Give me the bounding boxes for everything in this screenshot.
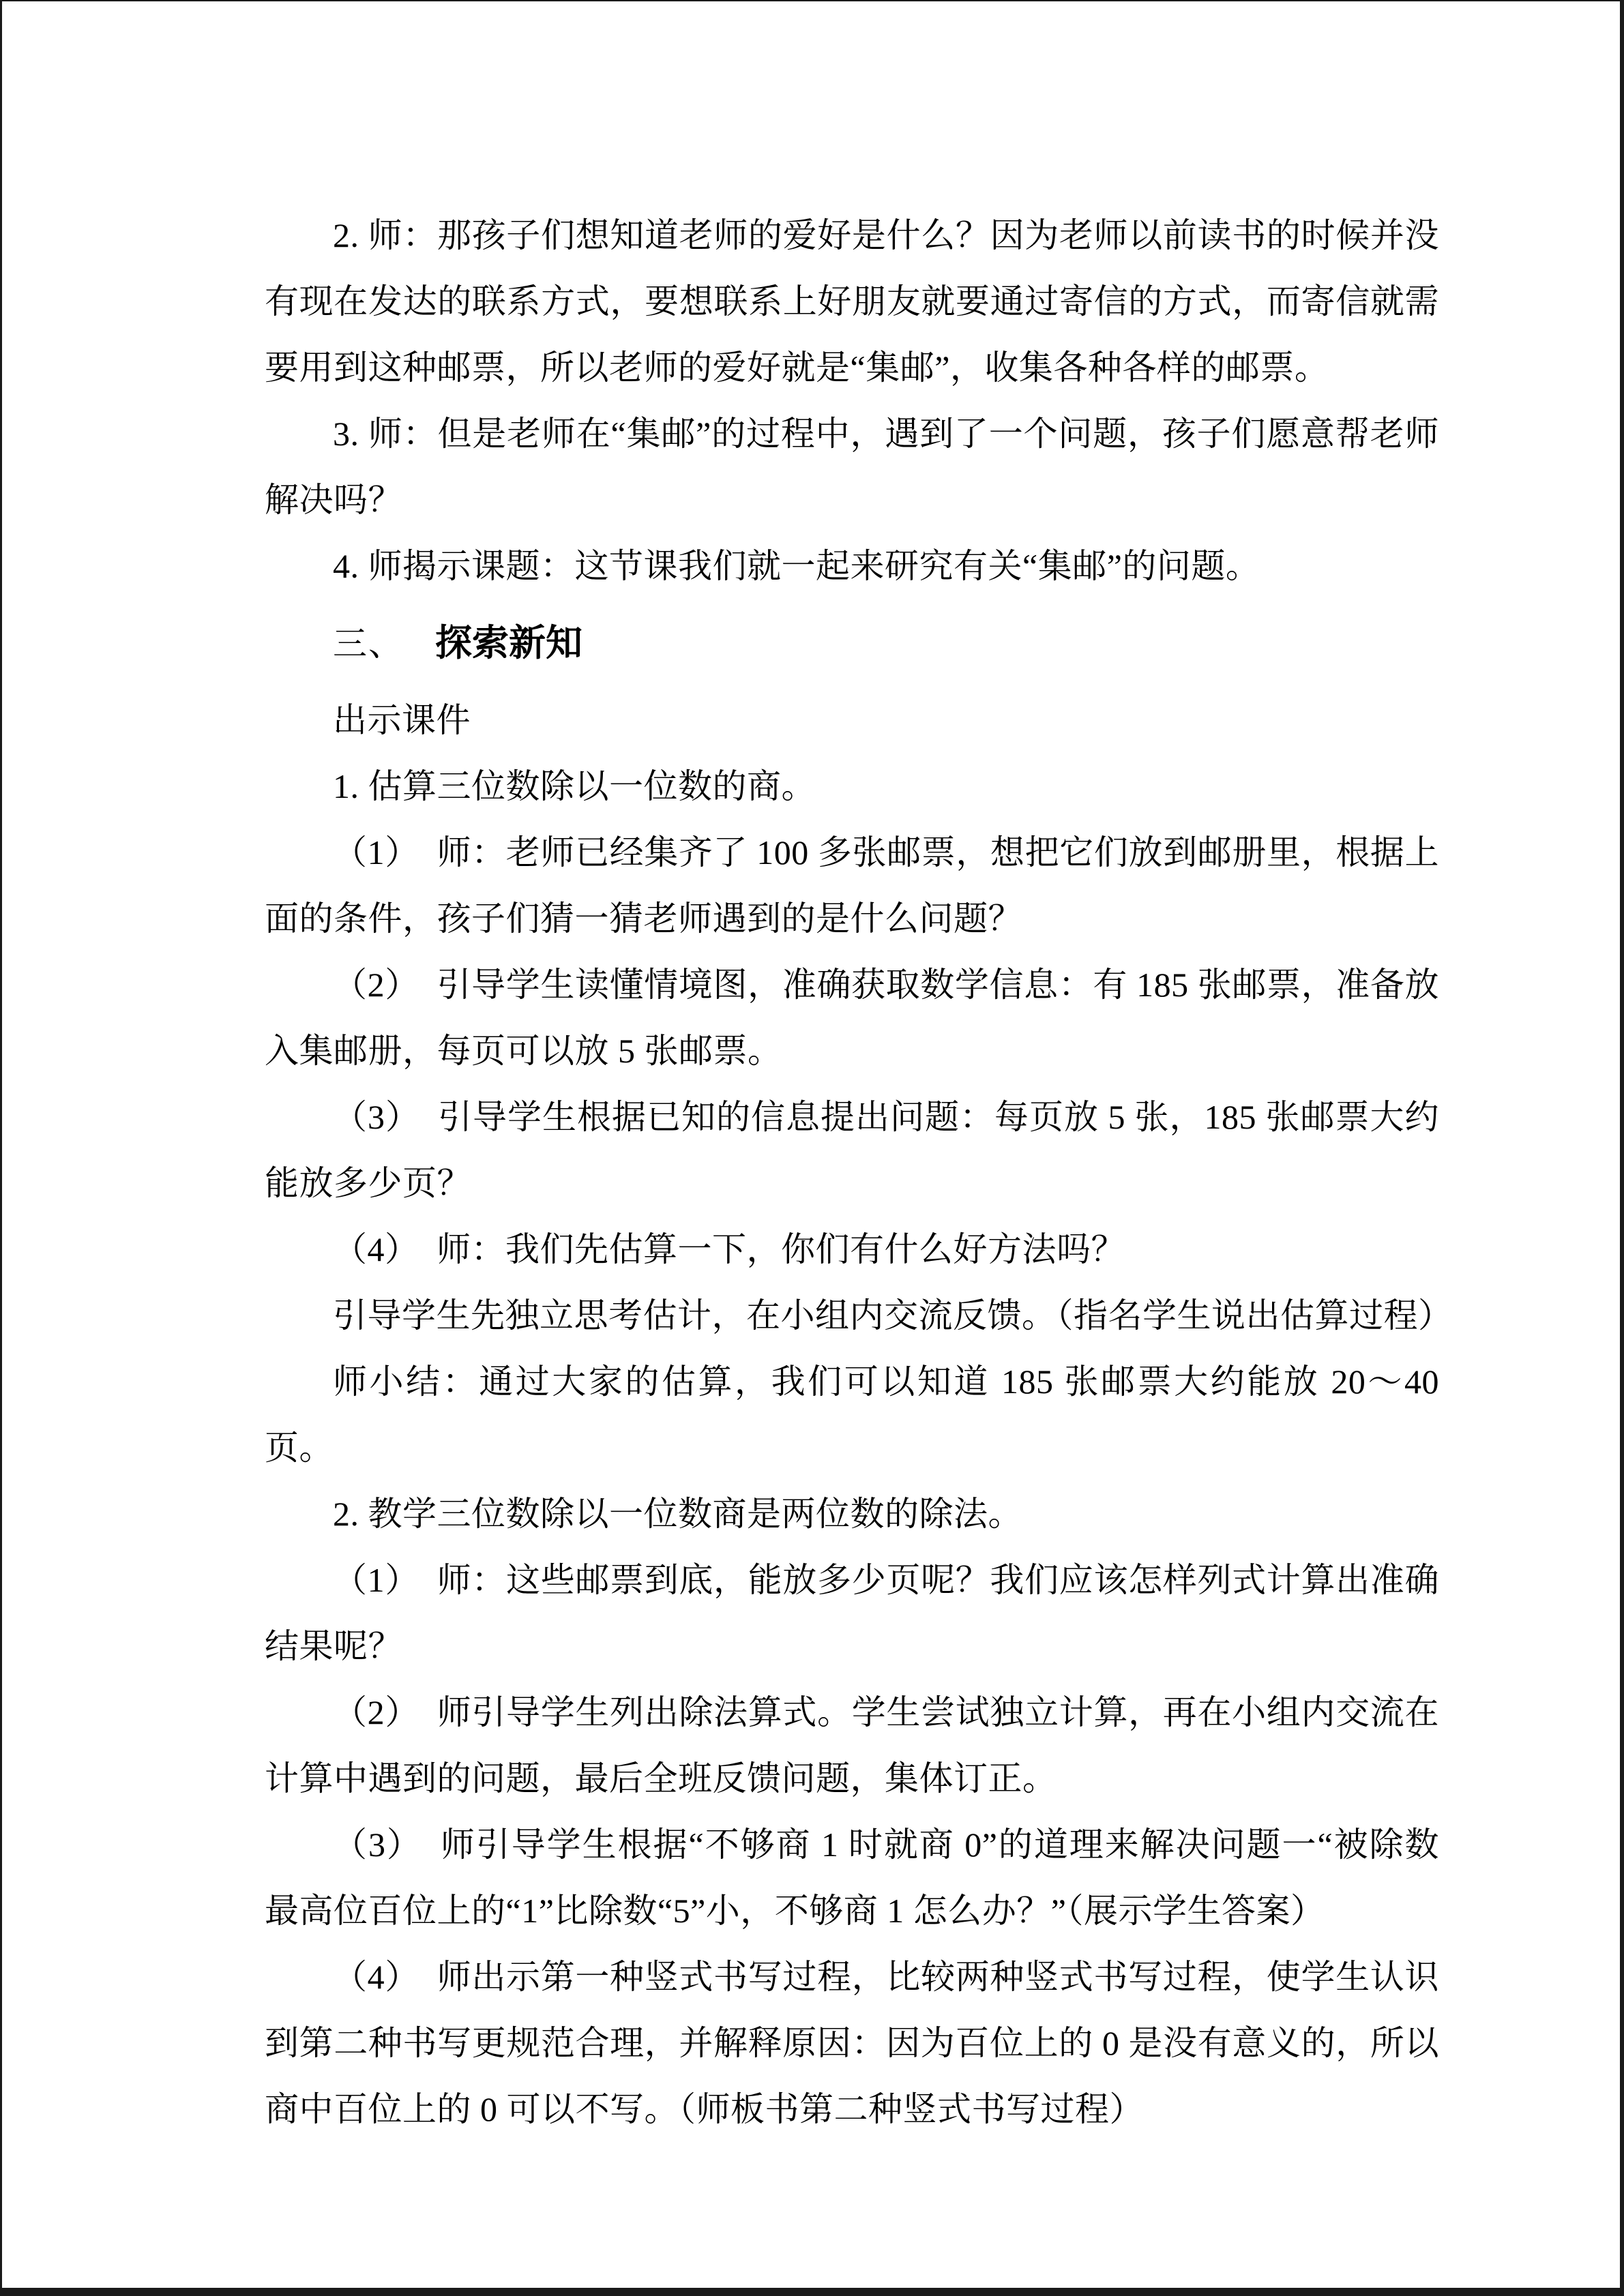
- paragraph: 2. 师：那孩子们想知道老师的爱好是什么？因为老师以前读书的时候并没有现在发达的联系方式，要想联系上好朋友就要通过寄信的方式，而寄信就需要用到这种邮票，所以老师的爱好就是“集邮”，收集各种各样的邮票。: [265, 216, 1439, 387]
- heading-title: 探索新知: [435, 623, 582, 664]
- paragraph: （2） 引导学生读懂情境图，准确获取数学信息：有 185 张邮票，准备放入集邮册，每页可以放 5 张邮票。: [265, 966, 1439, 1070]
- section-heading: [265, 605, 1439, 682]
- paragraph: （4） 师：我们先估算一下，你们有什么好方法吗？: [333, 1230, 1125, 1268]
- paragraph: （3） 师引导学生根据“不够商 1 时就商 0”的道理来解决问题一“被除数最高位百位上的“1”比除数“5”小，不够商 1 怎么办？”（展示学生答案）: [265, 1825, 1439, 1930]
- paragraph: （2） 师引导学生列出除法算式。学生尝试独立计算，再在小组内交流在计算中遇到的问题，最后全班反馈问题，集体订正。: [265, 1693, 1439, 1798]
- paragraph: 出示课件: [333, 701, 471, 739]
- paragraph: 3. 师：但是老师在“集邮”的过程中，遇到了一个问题，孩子们愿意帮老师解决吗？: [265, 415, 1439, 519]
- paragraph: （1） 师：老师已经集齐了 100 多张邮票，想把它们放到邮册里，根据上面的条件，孩子们猜一猜老师遇到的是什么问题？: [265, 833, 1439, 938]
- paragraph: （3） 引导学生根据已知的信息提出问题：每页放 5 张，185 张邮票大约能放多少页？: [265, 1098, 1439, 1202]
- paragraph: （4） 师出示第一种竖式书写过程，比较两种竖式书写过程，使学生认识到第二种书写更规范合理，并解释原因：因为百位上的 0 是没有意义的，所以商中百位上的 0 可以不写。（师板书第二种竖式书写过程）: [265, 1958, 1439, 2128]
- paragraph: 师小结：通过大家的估算，我们可以知道 185 张邮票大约能放 20～40 页。: [265, 1362, 1439, 1467]
- paragraph: 4. 师揭示课题：这节课我们就一起来研究有关“集邮”的问题。: [333, 547, 1260, 585]
- paragraph: （1） 师：这些邮票到底，能放多少页呢？我们应该怎样列式计算出准确结果呢？: [265, 1561, 1439, 1665]
- paragraph: 2. 教学三位数除以一位数商是两位数的除法。: [333, 1495, 1022, 1533]
- heading-number: 三、: [333, 625, 404, 663]
- paragraph: 1. 估算三位数除以一位数的商。: [333, 767, 816, 805]
- paragraph: 引导学生先独立思考估计，在小组内交流反馈。（指名学生说出估算过程）: [333, 1296, 1453, 1335]
- document-body: [265, 203, 1453, 2143]
